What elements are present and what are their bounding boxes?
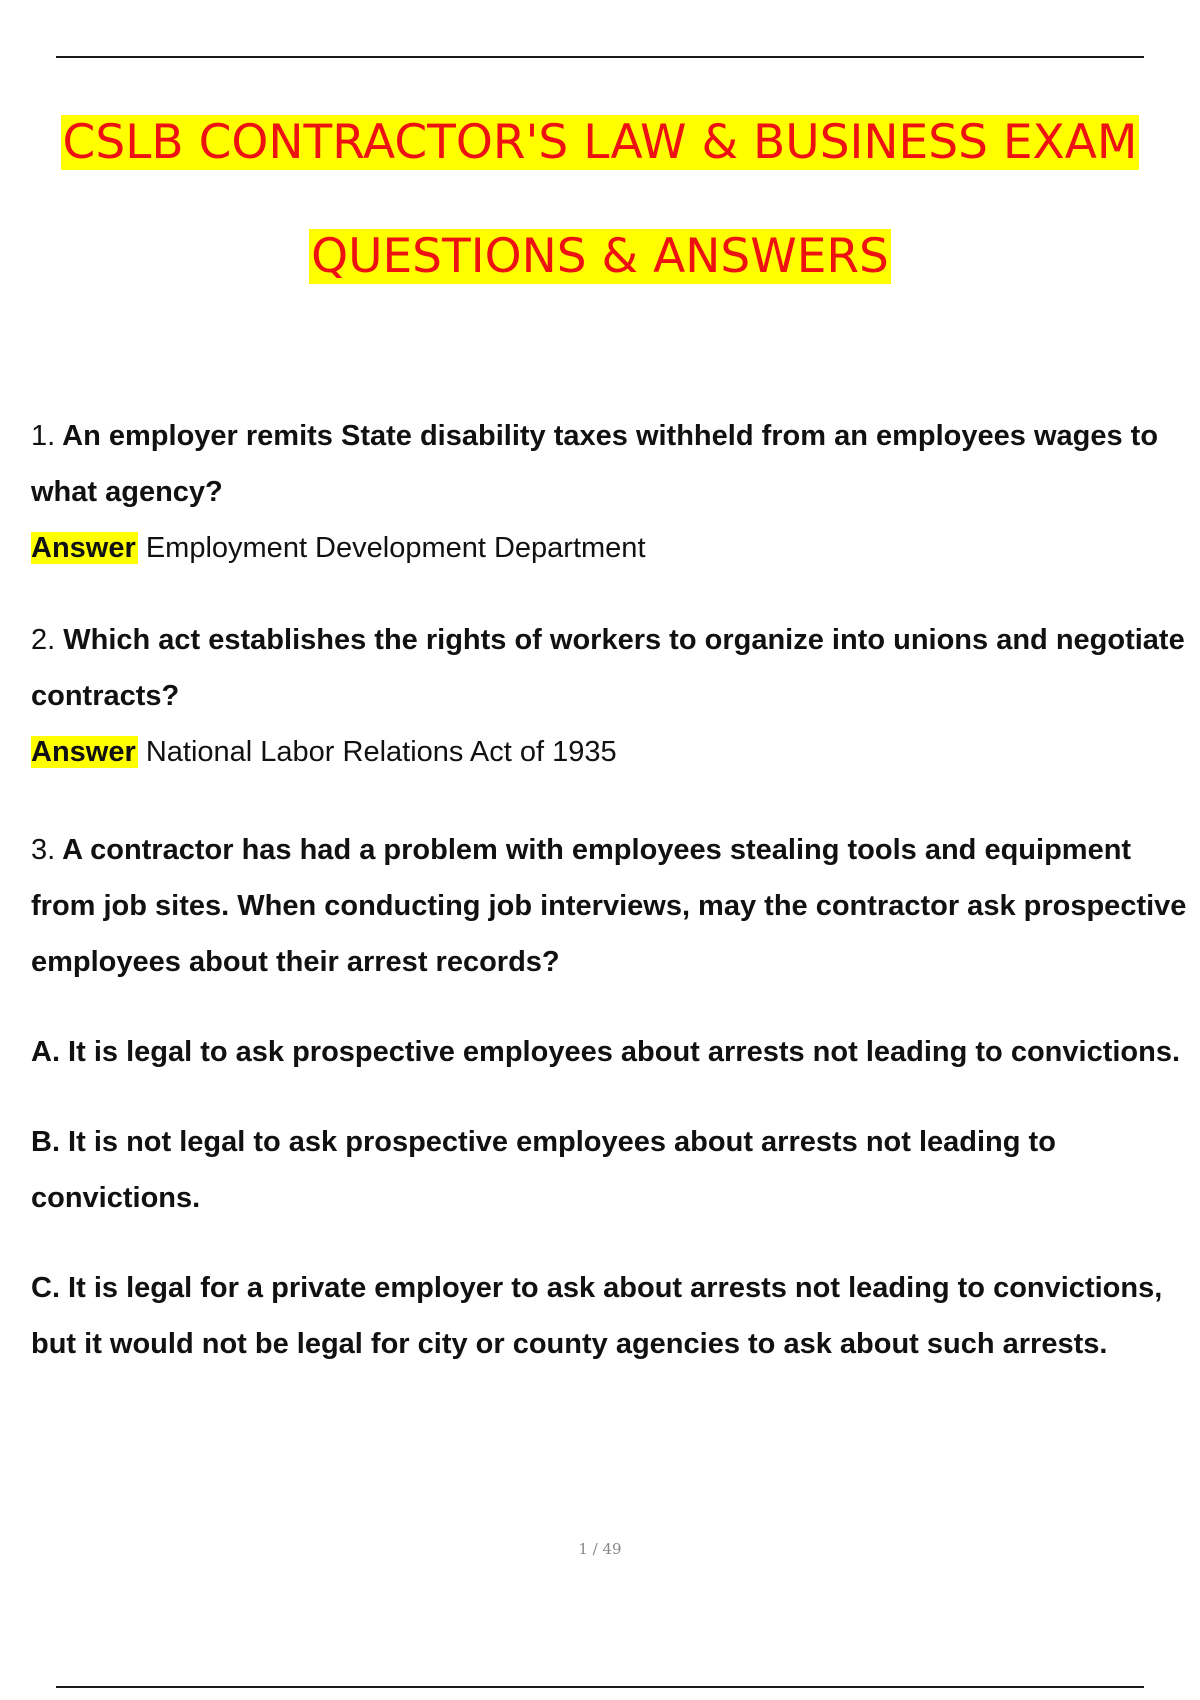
answer-1: Answer Employment Development Department bbox=[31, 532, 646, 564]
questions-list bbox=[31, 408, 1193, 1372]
bottom-rule bbox=[56, 1686, 1144, 1688]
answer-2: Answer National Labor Relations Act of 1935 bbox=[31, 736, 617, 768]
option-a: A. It is legal to ask prospective employees about arrests not leading to convictions. bbox=[31, 1036, 1181, 1068]
page-number: 1 / 49 bbox=[578, 1540, 622, 1558]
answer-label: Answer bbox=[31, 532, 136, 564]
document-title-line-1: CSLB CONTRACTOR'S LAW & BUSINESS EXAM bbox=[62, 115, 1138, 170]
document-title-line-2: QUESTIONS & ANSWERS bbox=[311, 229, 889, 284]
top-rule bbox=[56, 56, 1144, 58]
question-2: 2. Which act establishes the rights of workers to organize into unions and negotiate contracts? bbox=[31, 624, 1185, 712]
answer-label: Answer bbox=[31, 736, 136, 768]
option-b: B. It is not legal to ask prospective employees about arrests not leading to convictions. bbox=[31, 1126, 1056, 1214]
option-c: C. It is legal for a private employer to ask about arrests not leading to convictions, but it would not be legal for city or county agencies to ask about such arrests. bbox=[31, 1272, 1163, 1360]
question-3: 3. A contractor has had a problem with employees stealing tools and equipment from job sites. When conducting job interviews, may the contractor ask prospective employees about their arrest records? bbox=[31, 834, 1187, 978]
question-1: 1. An employer remits State disability taxes withheld from an employees wages to what agency? bbox=[31, 420, 1159, 508]
